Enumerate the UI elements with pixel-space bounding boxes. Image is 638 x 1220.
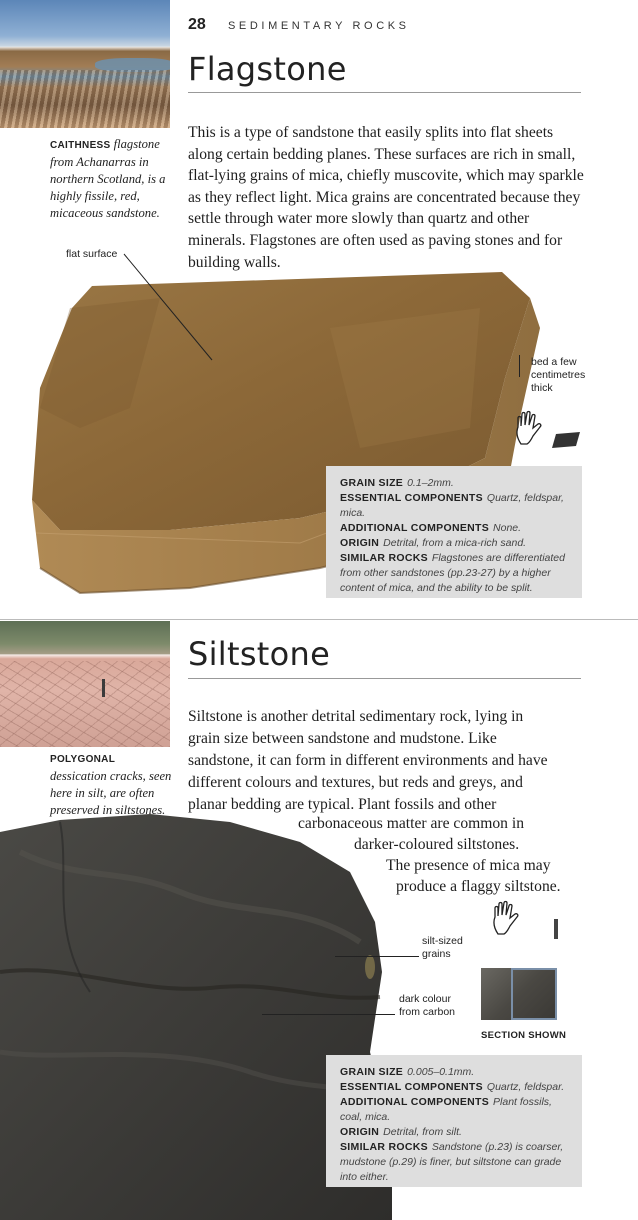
body-line: different colours and textures, but reds and greys, and xyxy=(188,774,523,791)
similar-rocks-label: SIMILAR ROCKS xyxy=(340,1141,428,1153)
caption-lead: CAITHNESS xyxy=(50,140,111,151)
body-line: grain size between sandstone and mudstone. Like xyxy=(188,730,497,747)
body-line: The presence of mica may xyxy=(386,857,551,874)
similar-rocks-value: Flagstones are differentiated from other sandstones (pp.23-27) by a higher content of mica, and the ability to be split. xyxy=(340,552,565,594)
essential-components-value: Quartz, feldspar. xyxy=(486,1081,565,1093)
origin-label: ORIGIN xyxy=(340,537,380,549)
bed-leader-line xyxy=(519,355,520,377)
section-shown-thumbnail xyxy=(481,968,557,1020)
additional-components-value: Plant fossils, coal, mica. xyxy=(340,1096,552,1123)
grain-size-value: 0.1–2mm. xyxy=(407,477,454,489)
section-divider xyxy=(0,619,638,620)
essential-components-label: ESSENTIAL COMPONENTS xyxy=(340,1081,483,1093)
section-shown-label: SECTION SHOWN xyxy=(481,1030,567,1041)
origin-value: Detrital, from a mica-rich sand. xyxy=(383,537,527,549)
hand-scale-icon xyxy=(513,410,545,446)
silt-leader-line xyxy=(335,956,419,957)
flagstone-info-box xyxy=(326,466,582,598)
additional-components-label: ADDITIONAL COMPONENTS xyxy=(340,1096,490,1108)
page-number: 28 xyxy=(188,16,206,33)
essential-components-value: Quartz, feldspar, mica. xyxy=(340,492,564,519)
grain-size-value: 0.005–0.1mm. xyxy=(407,1066,475,1078)
caption-lead: POLYGONAL xyxy=(50,754,116,765)
caption-text: dessication cracks, seen here in silt, are often preserved in siltstones. xyxy=(50,769,172,817)
additional-components-label: ADDITIONAL COMPONENTS xyxy=(340,522,490,534)
grain-size-label: GRAIN SIZE xyxy=(340,477,404,489)
silt-grains-label: silt-sized grains xyxy=(422,935,463,960)
flagstone-sample-icon xyxy=(552,430,582,450)
bed-thickness-label: bed a few centimetres thick xyxy=(531,356,586,394)
flagstone-title-rule xyxy=(188,92,581,93)
siltstone-title-rule xyxy=(188,678,581,679)
flagstone-description: This is a type of sandstone that easily splits into flat sheets along certain bedding planes. These surfaces are rich in small, flat-lying grains of mica, chiefly muscovite, which may sparkle as they reflect light. Mica grains are concentrated because they settle through water more slowly than quartz and other minerals. Flagstones are often used as paving stones and for building walls. xyxy=(188,124,584,271)
body-line: carbonaceous matter are common in xyxy=(298,815,525,832)
origin-value: Detrital, from silt. xyxy=(383,1126,462,1138)
flat-surface-label: flat surface xyxy=(66,248,118,260)
flat-surface-leader-line xyxy=(120,250,220,365)
body-line: planar bedding are typical. Plant fossils and other xyxy=(188,796,497,813)
caithness-landscape-photo xyxy=(0,0,170,128)
body-line: produce a flaggy siltstone. xyxy=(396,878,561,895)
flagstone-photo-caption xyxy=(50,136,168,222)
body-line: darker-coloured siltstones. xyxy=(354,836,520,853)
similar-rocks-label: SIMILAR ROCKS xyxy=(340,552,428,564)
caption-text: flagstone from Achanarras in northern Scotland, is a highly fissile, red, micaceous sandstone. xyxy=(50,137,166,220)
siltstone-title: Siltstone xyxy=(188,635,331,673)
grain-size-label: GRAIN SIZE xyxy=(340,1066,404,1078)
carbon-label: dark colour from carbon xyxy=(399,993,456,1018)
siltstone-info-box xyxy=(326,1055,582,1187)
body-line: sandstone, it can form in different environments and have xyxy=(188,752,548,769)
flagstone-title: Flagstone xyxy=(188,50,347,88)
siltstone-sample-icon xyxy=(553,918,559,940)
additional-components-value: None. xyxy=(493,522,522,534)
siltstone-description xyxy=(0,706,600,896)
hand-scale-icon xyxy=(490,900,522,936)
essential-components-label: ESSENTIAL COMPONENTS xyxy=(340,492,483,504)
similar-rocks-value: Sandstone (p.23) is coarser, mudstone (p.29) is finer, but siltstone can grade into either. xyxy=(340,1141,564,1183)
section-title: SEDIMENTARY ROCKS xyxy=(228,20,410,32)
carbon-leader-line xyxy=(262,1014,395,1015)
origin-label: ORIGIN xyxy=(340,1126,380,1138)
body-line: Siltstone is another detrital sedimentary rock, lying in xyxy=(188,708,524,725)
